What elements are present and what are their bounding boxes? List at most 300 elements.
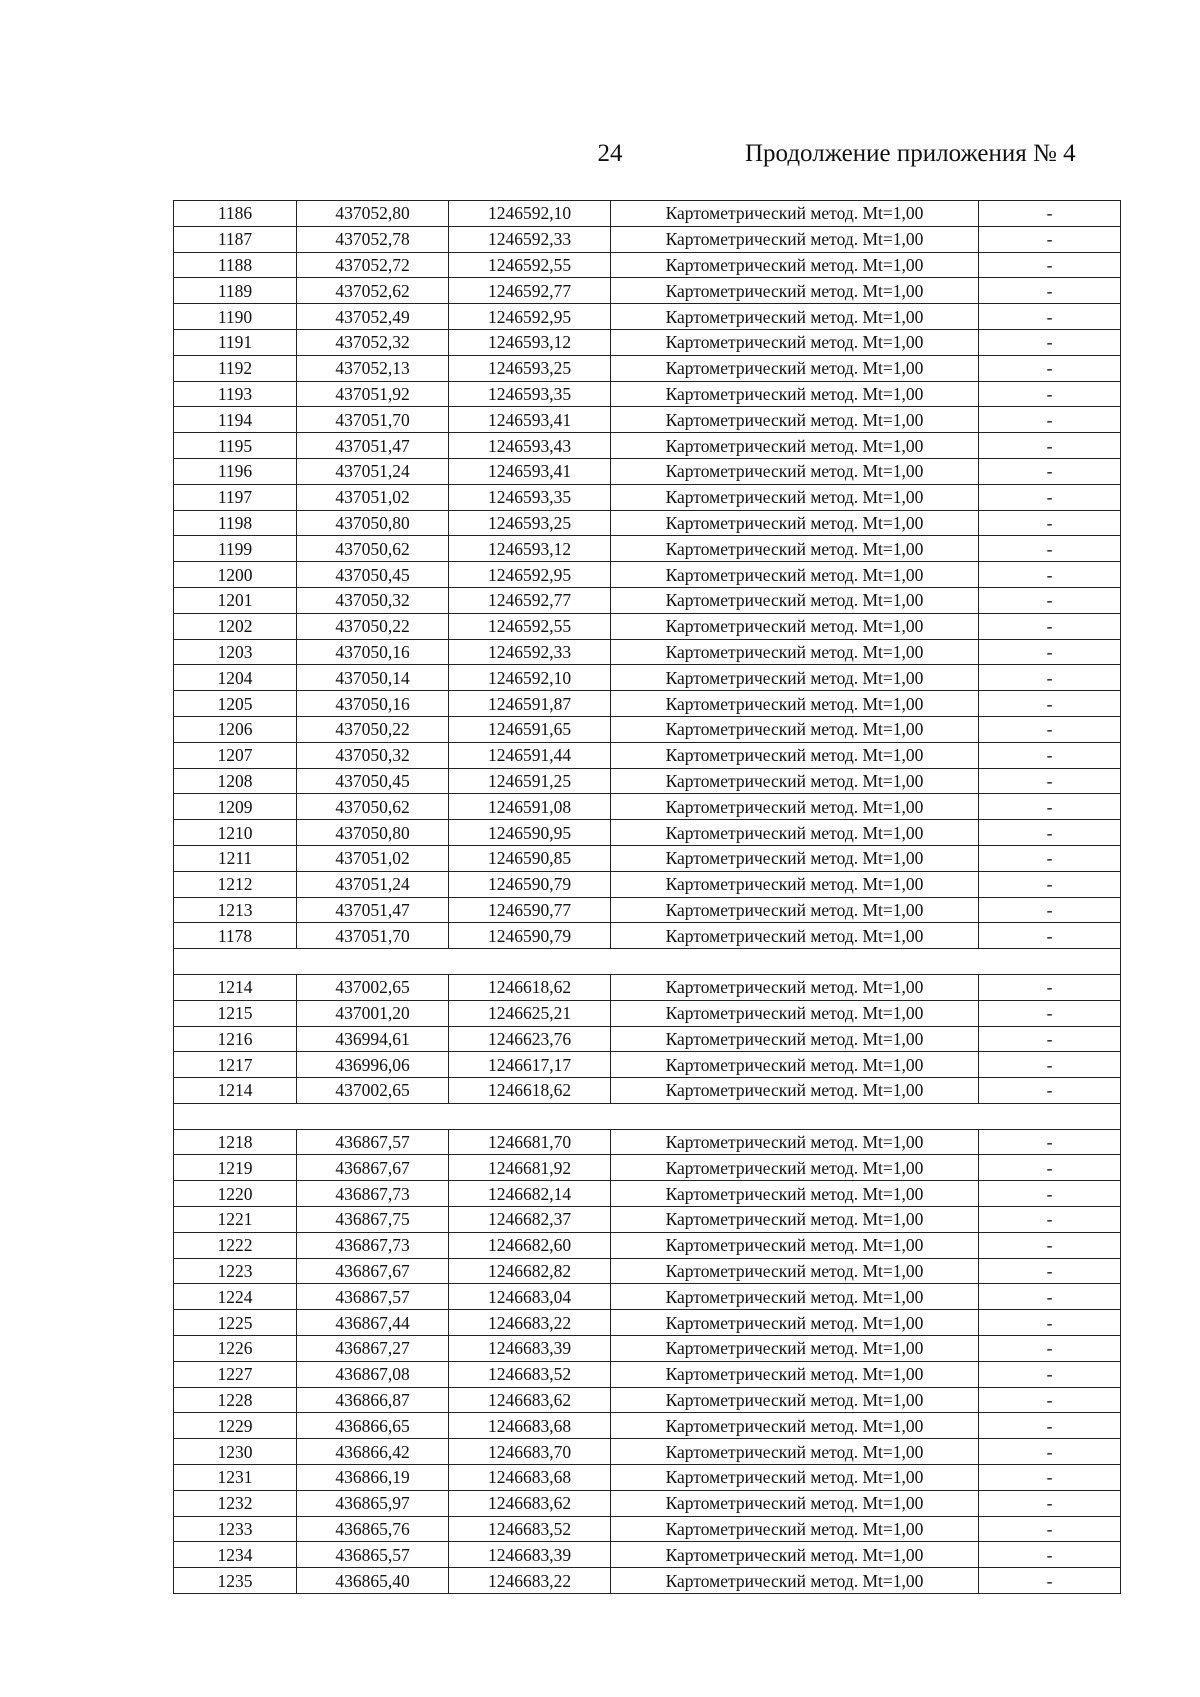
method-cell: Картометрический метод. Mt=1,00 <box>611 381 979 407</box>
y-coordinate-cell: 1246592,55 <box>449 613 611 639</box>
table-row <box>174 1310 1121 1336</box>
y-coordinate-cell: 1246683,68 <box>449 1413 611 1439</box>
method-cell: Картометрический метод. Mt=1,00 <box>611 484 979 510</box>
y-coordinate-cell: 1246683,68 <box>449 1465 611 1491</box>
method-cell: Картометрический метод. Mt=1,00 <box>611 562 979 588</box>
y-coordinate-cell: 1246593,25 <box>449 510 611 536</box>
method-cell: Картометрический метод. Mt=1,00 <box>611 510 979 536</box>
y-coordinate-cell: 1246593,43 <box>449 433 611 459</box>
note-cell: - <box>979 201 1121 227</box>
note-cell: - <box>979 1439 1121 1465</box>
point-number-cell: 1193 <box>174 381 297 407</box>
note-cell: - <box>979 1310 1121 1336</box>
table-row <box>174 1078 1121 1104</box>
x-coordinate-cell: 437052,32 <box>297 329 449 355</box>
x-coordinate-cell: 436866,87 <box>297 1387 449 1413</box>
note-cell: - <box>979 665 1121 691</box>
method-cell: Картометрический метод. Mt=1,00 <box>611 665 979 691</box>
point-number-cell: 1208 <box>174 768 297 794</box>
y-coordinate-cell: 1246683,52 <box>449 1516 611 1542</box>
point-number-cell: 1218 <box>174 1129 297 1155</box>
x-coordinate-cell: 437002,65 <box>297 974 449 1000</box>
note-cell: - <box>979 278 1121 304</box>
method-cell: Картометрический метод. Mt=1,00 <box>611 820 979 846</box>
table-row <box>174 1052 1121 1078</box>
y-coordinate-cell: 1246682,14 <box>449 1181 611 1207</box>
note-cell: - <box>979 1284 1121 1310</box>
note-cell: - <box>979 716 1121 742</box>
table-row <box>174 329 1121 355</box>
note-cell: - <box>979 1336 1121 1362</box>
table-row <box>174 587 1121 613</box>
y-coordinate-cell: 1246592,95 <box>449 562 611 588</box>
point-number-cell: 1198 <box>174 510 297 536</box>
method-cell: Картометрический метод. Mt=1,00 <box>611 1052 979 1078</box>
x-coordinate-cell: 436867,57 <box>297 1129 449 1155</box>
x-coordinate-cell: 436867,73 <box>297 1181 449 1207</box>
table-row <box>174 562 1121 588</box>
x-coordinate-cell: 437051,47 <box>297 897 449 923</box>
note-cell: - <box>979 923 1121 949</box>
method-cell: Картометрический метод. Mt=1,00 <box>611 329 979 355</box>
y-coordinate-cell: 1246592,33 <box>449 639 611 665</box>
table-row <box>174 1516 1121 1542</box>
method-cell: Картометрический метод. Mt=1,00 <box>611 1361 979 1387</box>
y-coordinate-cell: 1246593,41 <box>449 458 611 484</box>
x-coordinate-cell: 437050,80 <box>297 510 449 536</box>
method-cell: Картометрический метод. Mt=1,00 <box>611 1258 979 1284</box>
table-row <box>174 278 1121 304</box>
note-cell: - <box>979 1078 1121 1104</box>
point-number-cell: 1207 <box>174 742 297 768</box>
table-row <box>174 1129 1121 1155</box>
y-coordinate-cell: 1246591,25 <box>449 768 611 794</box>
x-coordinate-cell: 437051,02 <box>297 845 449 871</box>
point-number-cell: 1203 <box>174 639 297 665</box>
point-number-cell: 1189 <box>174 278 297 304</box>
method-cell: Картометрический метод. Mt=1,00 <box>611 587 979 613</box>
table-row <box>174 613 1121 639</box>
table-row <box>174 665 1121 691</box>
note-cell: - <box>979 1490 1121 1516</box>
table-row <box>174 820 1121 846</box>
x-coordinate-cell: 436866,65 <box>297 1413 449 1439</box>
table-row <box>174 226 1121 252</box>
point-number-cell: 1233 <box>174 1516 297 1542</box>
table-row <box>174 1232 1121 1258</box>
x-coordinate-cell: 437050,45 <box>297 768 449 794</box>
method-cell: Картометрический метод. Mt=1,00 <box>611 1026 979 1052</box>
table-row <box>174 1000 1121 1026</box>
point-number-cell: 1211 <box>174 845 297 871</box>
y-coordinate-cell: 1246592,55 <box>449 252 611 278</box>
contour-separator-row <box>174 949 1121 975</box>
point-number-cell: 1192 <box>174 355 297 381</box>
note-cell: - <box>979 1516 1121 1542</box>
table-row <box>174 536 1121 562</box>
point-number-cell: 1234 <box>174 1542 297 1568</box>
method-cell: Картометрический метод. Mt=1,00 <box>611 1516 979 1542</box>
note-cell: - <box>979 1181 1121 1207</box>
point-number-cell: 1213 <box>174 897 297 923</box>
table-row <box>174 1465 1121 1491</box>
y-coordinate-cell: 1246590,79 <box>449 923 611 949</box>
method-cell: Картометрический метод. Mt=1,00 <box>611 845 979 871</box>
note-cell: - <box>979 845 1121 871</box>
table-row <box>174 1387 1121 1413</box>
note-cell: - <box>979 458 1121 484</box>
y-coordinate-cell: 1246683,70 <box>449 1439 611 1465</box>
method-cell: Картометрический метод. Mt=1,00 <box>611 407 979 433</box>
point-number-cell: 1188 <box>174 252 297 278</box>
table-row <box>174 897 1121 923</box>
note-cell: - <box>979 587 1121 613</box>
table-row <box>174 201 1121 227</box>
point-number-cell: 1209 <box>174 794 297 820</box>
method-cell: Картометрический метод. Mt=1,00 <box>611 794 979 820</box>
note-cell: - <box>979 691 1121 717</box>
note-cell: - <box>979 1000 1121 1026</box>
method-cell: Картометрический метод. Mt=1,00 <box>611 1284 979 1310</box>
point-number-cell: 1214 <box>174 1078 297 1104</box>
point-number-cell: 1186 <box>174 201 297 227</box>
x-coordinate-cell: 437050,22 <box>297 716 449 742</box>
y-coordinate-cell: 1246682,37 <box>449 1207 611 1233</box>
table-row <box>174 510 1121 536</box>
x-coordinate-cell: 436865,40 <box>297 1568 449 1594</box>
note-cell: - <box>979 1258 1121 1284</box>
y-coordinate-cell: 1246617,17 <box>449 1052 611 1078</box>
y-coordinate-cell: 1246592,10 <box>449 201 611 227</box>
note-cell: - <box>979 794 1121 820</box>
method-cell: Картометрический метод. Mt=1,00 <box>611 355 979 381</box>
x-coordinate-cell: 437050,16 <box>297 691 449 717</box>
x-coordinate-cell: 436867,08 <box>297 1361 449 1387</box>
table-row <box>174 1490 1121 1516</box>
table-row <box>174 407 1121 433</box>
point-number-cell: 1178 <box>174 923 297 949</box>
table-row <box>174 381 1121 407</box>
table-row <box>174 304 1121 330</box>
point-number-cell: 1235 <box>174 1568 297 1594</box>
point-number-cell: 1206 <box>174 716 297 742</box>
y-coordinate-cell: 1246592,77 <box>449 587 611 613</box>
table-row <box>174 1284 1121 1310</box>
y-coordinate-cell: 1246682,82 <box>449 1258 611 1284</box>
x-coordinate-cell: 436865,76 <box>297 1516 449 1542</box>
x-coordinate-cell: 437052,13 <box>297 355 449 381</box>
method-cell: Картометрический метод. Mt=1,00 <box>611 1181 979 1207</box>
method-cell: Картометрический метод. Mt=1,00 <box>611 768 979 794</box>
table-row <box>174 639 1121 665</box>
x-coordinate-cell: 436867,67 <box>297 1258 449 1284</box>
x-coordinate-cell: 436867,75 <box>297 1207 449 1233</box>
x-coordinate-cell: 437051,02 <box>297 484 449 510</box>
table-row <box>174 1207 1121 1233</box>
y-coordinate-cell: 1246623,76 <box>449 1026 611 1052</box>
method-cell: Картометрический метод. Mt=1,00 <box>611 897 979 923</box>
note-cell: - <box>979 820 1121 846</box>
y-coordinate-cell: 1246683,39 <box>449 1542 611 1568</box>
note-cell: - <box>979 562 1121 588</box>
y-coordinate-cell: 1246592,77 <box>449 278 611 304</box>
method-cell: Картометрический метод. Mt=1,00 <box>611 1310 979 1336</box>
point-number-cell: 1194 <box>174 407 297 433</box>
table-row <box>174 742 1121 768</box>
note-cell: - <box>979 1155 1121 1181</box>
point-number-cell: 1202 <box>174 613 297 639</box>
y-coordinate-cell: 1246618,62 <box>449 1078 611 1104</box>
x-coordinate-cell: 437051,92 <box>297 381 449 407</box>
x-coordinate-cell: 437050,32 <box>297 742 449 768</box>
y-coordinate-cell: 1246625,21 <box>449 1000 611 1026</box>
method-cell: Картометрический метод. Mt=1,00 <box>611 1568 979 1594</box>
y-coordinate-cell: 1246683,62 <box>449 1387 611 1413</box>
note-cell: - <box>979 304 1121 330</box>
point-number-cell: 1215 <box>174 1000 297 1026</box>
separator-cell <box>174 949 1121 975</box>
point-number-cell: 1210 <box>174 820 297 846</box>
y-coordinate-cell: 1246593,35 <box>449 484 611 510</box>
note-cell: - <box>979 510 1121 536</box>
table-row <box>174 1181 1121 1207</box>
point-number-cell: 1199 <box>174 536 297 562</box>
note-cell: - <box>979 1387 1121 1413</box>
x-coordinate-cell: 437052,62 <box>297 278 449 304</box>
table-row <box>174 1361 1121 1387</box>
x-coordinate-cell: 436867,67 <box>297 1155 449 1181</box>
point-number-cell: 1224 <box>174 1284 297 1310</box>
method-cell: Картометрический метод. Mt=1,00 <box>611 613 979 639</box>
method-cell: Картометрический метод. Mt=1,00 <box>611 1232 979 1258</box>
y-coordinate-cell: 1246590,77 <box>449 897 611 923</box>
coordinates-table-body <box>174 201 1121 1594</box>
x-coordinate-cell: 437050,62 <box>297 794 449 820</box>
note-cell: - <box>979 1413 1121 1439</box>
note-cell: - <box>979 974 1121 1000</box>
y-coordinate-cell: 1246681,70 <box>449 1129 611 1155</box>
method-cell: Картометрический метод. Mt=1,00 <box>611 226 979 252</box>
point-number-cell: 1222 <box>174 1232 297 1258</box>
x-coordinate-cell: 437052,72 <box>297 252 449 278</box>
note-cell: - <box>979 433 1121 459</box>
x-coordinate-cell: 437051,70 <box>297 923 449 949</box>
note-cell: - <box>979 742 1121 768</box>
method-cell: Картометрический метод. Mt=1,00 <box>611 871 979 897</box>
method-cell: Картометрический метод. Mt=1,00 <box>611 742 979 768</box>
table-row <box>174 923 1121 949</box>
table-row <box>174 1413 1121 1439</box>
y-coordinate-cell: 1246683,04 <box>449 1284 611 1310</box>
note-cell: - <box>979 407 1121 433</box>
point-number-cell: 1201 <box>174 587 297 613</box>
point-number-cell: 1200 <box>174 562 297 588</box>
point-number-cell: 1227 <box>174 1361 297 1387</box>
table-row <box>174 1568 1121 1594</box>
y-coordinate-cell: 1246593,25 <box>449 355 611 381</box>
y-coordinate-cell: 1246683,39 <box>449 1336 611 1362</box>
point-number-cell: 1230 <box>174 1439 297 1465</box>
method-cell: Картометрический метод. Mt=1,00 <box>611 716 979 742</box>
point-number-cell: 1225 <box>174 1310 297 1336</box>
table-row <box>174 768 1121 794</box>
method-cell: Картометрический метод. Mt=1,00 <box>611 433 979 459</box>
method-cell: Картометрический метод. Mt=1,00 <box>611 1336 979 1362</box>
note-cell: - <box>979 226 1121 252</box>
point-number-cell: 1217 <box>174 1052 297 1078</box>
method-cell: Картометрический метод. Mt=1,00 <box>611 923 979 949</box>
table-row <box>174 252 1121 278</box>
x-coordinate-cell: 437051,24 <box>297 871 449 897</box>
note-cell: - <box>979 1542 1121 1568</box>
table-row <box>174 1258 1121 1284</box>
coordinates-table <box>173 200 1121 1594</box>
method-cell: Картометрический метод. Mt=1,00 <box>611 1465 979 1491</box>
table-row <box>174 1155 1121 1181</box>
note-cell: - <box>979 1568 1121 1594</box>
x-coordinate-cell: 436867,73 <box>297 1232 449 1258</box>
method-cell: Картометрический метод. Mt=1,00 <box>611 1387 979 1413</box>
method-cell: Картометрический метод. Mt=1,00 <box>611 304 979 330</box>
note-cell: - <box>979 1129 1121 1155</box>
table-row <box>174 1542 1121 1568</box>
y-coordinate-cell: 1246591,87 <box>449 691 611 717</box>
y-coordinate-cell: 1246683,22 <box>449 1310 611 1336</box>
method-cell: Картометрический метод. Mt=1,00 <box>611 639 979 665</box>
note-cell: - <box>979 329 1121 355</box>
note-cell: - <box>979 639 1121 665</box>
method-cell: Картометрический метод. Mt=1,00 <box>611 252 979 278</box>
note-cell: - <box>979 1052 1121 1078</box>
note-cell: - <box>979 1026 1121 1052</box>
table-row <box>174 794 1121 820</box>
y-coordinate-cell: 1246590,95 <box>449 820 611 846</box>
y-coordinate-cell: 1246593,12 <box>449 329 611 355</box>
point-number-cell: 1221 <box>174 1207 297 1233</box>
table-row <box>174 1336 1121 1362</box>
x-coordinate-cell: 437050,80 <box>297 820 449 846</box>
table-row <box>174 484 1121 510</box>
method-cell: Картометрический метод. Mt=1,00 <box>611 536 979 562</box>
y-coordinate-cell: 1246590,85 <box>449 845 611 871</box>
separator-cell <box>174 1103 1121 1129</box>
note-cell: - <box>979 355 1121 381</box>
table-row <box>174 974 1121 1000</box>
point-number-cell: 1223 <box>174 1258 297 1284</box>
x-coordinate-cell: 437050,45 <box>297 562 449 588</box>
x-coordinate-cell: 436867,44 <box>297 1310 449 1336</box>
point-number-cell: 1190 <box>174 304 297 330</box>
x-coordinate-cell: 436867,57 <box>297 1284 449 1310</box>
y-coordinate-cell: 1246593,41 <box>449 407 611 433</box>
y-coordinate-cell: 1246683,52 <box>449 1361 611 1387</box>
y-coordinate-cell: 1246618,62 <box>449 974 611 1000</box>
method-cell: Картометрический метод. Mt=1,00 <box>611 1129 979 1155</box>
point-number-cell: 1205 <box>174 691 297 717</box>
table-row <box>174 691 1121 717</box>
note-cell: - <box>979 768 1121 794</box>
method-cell: Картометрический метод. Mt=1,00 <box>611 1207 979 1233</box>
method-cell: Картометрический метод. Mt=1,00 <box>611 458 979 484</box>
point-number-cell: 1214 <box>174 974 297 1000</box>
point-number-cell: 1197 <box>174 484 297 510</box>
y-coordinate-cell: 1246591,44 <box>449 742 611 768</box>
method-cell: Картометрический метод. Mt=1,00 <box>611 974 979 1000</box>
y-coordinate-cell: 1246592,33 <box>449 226 611 252</box>
x-coordinate-cell: 437050,32 <box>297 587 449 613</box>
point-number-cell: 1229 <box>174 1413 297 1439</box>
point-number-cell: 1231 <box>174 1465 297 1491</box>
x-coordinate-cell: 436865,57 <box>297 1542 449 1568</box>
table-row <box>174 1439 1121 1465</box>
table-row <box>174 845 1121 871</box>
y-coordinate-cell: 1246592,95 <box>449 304 611 330</box>
table-row <box>174 433 1121 459</box>
point-number-cell: 1191 <box>174 329 297 355</box>
note-cell: - <box>979 1361 1121 1387</box>
x-coordinate-cell: 436867,27 <box>297 1336 449 1362</box>
y-coordinate-cell: 1246683,62 <box>449 1490 611 1516</box>
x-coordinate-cell: 437002,65 <box>297 1078 449 1104</box>
method-cell: Картометрический метод. Mt=1,00 <box>611 691 979 717</box>
y-coordinate-cell: 1246591,08 <box>449 794 611 820</box>
x-coordinate-cell: 437001,20 <box>297 1000 449 1026</box>
point-number-cell: 1204 <box>174 665 297 691</box>
point-number-cell: 1226 <box>174 1336 297 1362</box>
method-cell: Картометрический метод. Mt=1,00 <box>611 1000 979 1026</box>
contour-separator-row <box>174 1103 1121 1129</box>
x-coordinate-cell: 436994,61 <box>297 1026 449 1052</box>
method-cell: Картометрический метод. Mt=1,00 <box>611 1439 979 1465</box>
y-coordinate-cell: 1246591,65 <box>449 716 611 742</box>
x-coordinate-cell: 437050,14 <box>297 665 449 691</box>
method-cell: Картометрический метод. Mt=1,00 <box>611 278 979 304</box>
point-number-cell: 1212 <box>174 871 297 897</box>
note-cell: - <box>979 484 1121 510</box>
x-coordinate-cell: 437051,47 <box>297 433 449 459</box>
note-cell: - <box>979 613 1121 639</box>
page-caption: Продолжение приложения № 4 <box>745 140 1076 167</box>
x-coordinate-cell: 436865,97 <box>297 1490 449 1516</box>
point-number-cell: 1228 <box>174 1387 297 1413</box>
x-coordinate-cell: 437050,62 <box>297 536 449 562</box>
method-cell: Картометрический метод. Mt=1,00 <box>611 1078 979 1104</box>
note-cell: - <box>979 1465 1121 1491</box>
method-cell: Картометрический метод. Mt=1,00 <box>611 201 979 227</box>
y-coordinate-cell: 1246590,79 <box>449 871 611 897</box>
point-number-cell: 1220 <box>174 1181 297 1207</box>
method-cell: Картометрический метод. Mt=1,00 <box>611 1155 979 1181</box>
y-coordinate-cell: 1246683,22 <box>449 1568 611 1594</box>
method-cell: Картометрический метод. Mt=1,00 <box>611 1413 979 1439</box>
x-coordinate-cell: 437052,80 <box>297 201 449 227</box>
y-coordinate-cell: 1246681,92 <box>449 1155 611 1181</box>
point-number-cell: 1219 <box>174 1155 297 1181</box>
y-coordinate-cell: 1246593,35 <box>449 381 611 407</box>
table-row <box>174 716 1121 742</box>
x-coordinate-cell: 437050,16 <box>297 639 449 665</box>
x-coordinate-cell: 436866,42 <box>297 1439 449 1465</box>
point-number-cell: 1195 <box>174 433 297 459</box>
table-row <box>174 355 1121 381</box>
x-coordinate-cell: 437052,78 <box>297 226 449 252</box>
note-cell: - <box>979 871 1121 897</box>
point-number-cell: 1187 <box>174 226 297 252</box>
method-cell: Картометрический метод. Mt=1,00 <box>611 1542 979 1568</box>
point-number-cell: 1196 <box>174 458 297 484</box>
page-number: 24 <box>597 140 623 167</box>
y-coordinate-cell: 1246592,10 <box>449 665 611 691</box>
